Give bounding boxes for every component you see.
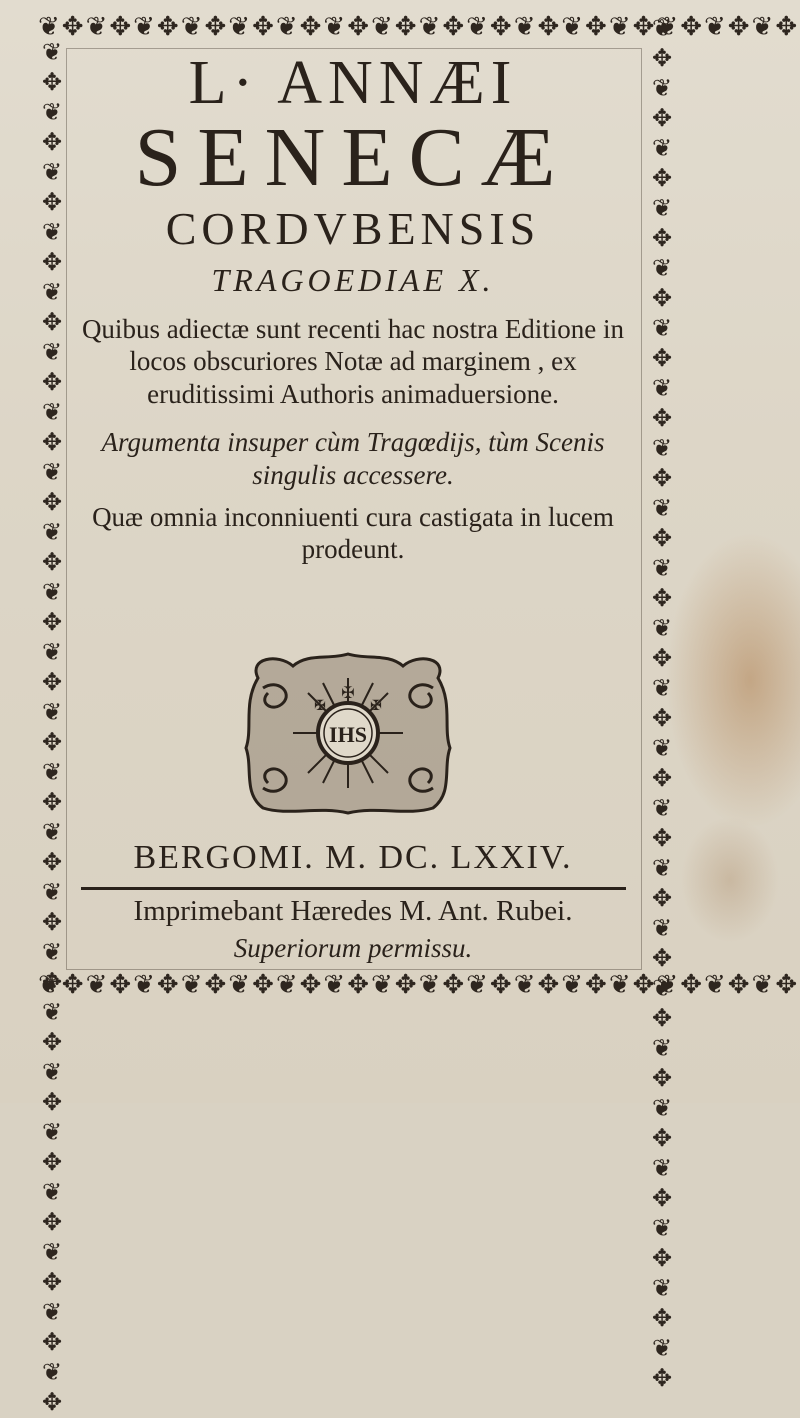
ihs-monogram-emblem-icon — [238, 648, 458, 818]
imprint-printer: Imprimebant Hæredes M. Ant. Rubei. — [133, 894, 573, 927]
imprint-block — [66, 838, 640, 964]
ihs-monogram-text: IHS — [329, 722, 367, 747]
svg-text:✠: ✠ — [370, 698, 382, 714]
title-line-work: TRAGOEDIAE X. — [211, 262, 495, 298]
imprint-rule — [81, 887, 626, 890]
title-line-origin: CORDVBENSIS — [165, 203, 541, 254]
decorative-border-bottom: ❦✥❦✥❦✥❦✥❦✥❦✥❦✥❦✥❦✥❦✥❦✥❦✥❦✥❦✥❦✥❦✥ — [38, 970, 800, 1000]
svg-text:✠: ✠ — [341, 683, 355, 702]
arguments-paragraph: Argumenta insuper cùm Tragœdijs, tùm Scenis singulis accessere. — [101, 427, 605, 490]
decorative-border-right: ❦✥❦✥❦✥❦✥❦✥❦✥❦✥❦✥❦✥❦✥❦✥❦✥❦✥❦✥❦✥❦✥❦✥❦✥❦✥❦✥❦✥❦✥❦✥ — [648, 14, 676, 1394]
title-line-author: SENECÆ — [134, 111, 572, 204]
decorative-border-left: ❦✥❦✥❦✥❦✥❦✥❦✥❦✥❦✥❦✥❦✥❦✥❦✥❦✥❦✥❦✥❦✥❦✥❦✥❦✥❦✥❦✥❦✥❦✥ — [38, 38, 66, 1418]
description-paragraph: Quibus adiectæ sunt recenti hac nostra Editione in locos obscuriores Notæ ad marginem , ex eruditissimi Authoris animaduersione. — [81, 314, 625, 409]
imprint-permission: Superiorum permissu. — [233, 932, 473, 963]
imprint-place-date: BERGOMI. M. DC. LXXIV. — [133, 839, 573, 876]
title-line-author-prefix: L· ANNÆI — [188, 49, 518, 117]
decorative-border-top: ❦✥❦✥❦✥❦✥❦✥❦✥❦✥❦✥❦✥❦✥❦✥❦✥❦✥❦✥❦✥❦✥ — [38, 12, 800, 42]
svg-text:✠: ✠ — [314, 698, 326, 714]
title-block — [66, 49, 640, 566]
correction-paragraph: Quæ omnia inconniuenti cura castigata in lucem prodeunt. — [92, 501, 614, 565]
